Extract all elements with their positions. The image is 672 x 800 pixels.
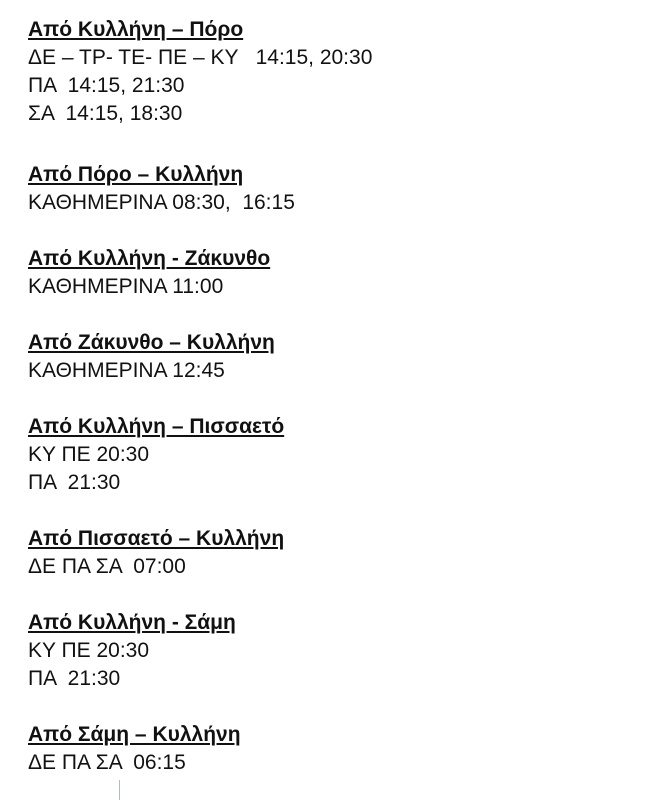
route-title: Από Κυλλήνη – Πόρο [28,18,244,41]
schedule-line: ΣΑ 14:15, 18:30 [28,102,183,125]
schedule-line: ΚΑΘΗΜΕΡΙΝΑ 12:45 [28,359,225,382]
schedule-line: ΠΑ 21:30 [28,667,121,690]
route-section-pissaeto-kyllini [28,525,284,581]
schedule-line: ΚΑΘΗΜΕΡΙΝΑ 08:30, 16:15 [28,191,295,214]
route-section-poros-kyllini [28,161,295,217]
schedule-line: ΔΕ – ΤΡ- ΤΕ- ΠΕ – ΚΥ 14:15, 20:30 [28,46,373,69]
schedule-line: ΔΕ ΠΑ ΣΑ 06:15 [28,751,186,774]
route-title: Από Κυλλήνη - Ζάκυνθο [28,247,271,270]
schedule-line: ΚΑΘΗΜΕΡΙΝΑ 11:00 [28,275,224,298]
route-section-kyllini-sami [28,609,236,693]
schedule-line: ΠΑ 14:15, 21:30 [28,74,185,97]
route-section-kyllini-poros [28,16,372,128]
route-title: Από Πισσαετό – Κυλλήνη [28,527,285,550]
route-title: Από Πόρο – Κυλλήνη [28,163,244,186]
route-title: Από Κυλλήνη - Σάμη [28,611,236,634]
schedule-line: ΚΥ ΠΕ 20:30 [28,639,150,662]
route-section-zakynthos-kyllini [28,329,275,385]
route-title: Από Σάμη – Κυλλήνη [28,723,241,746]
route-section-kyllini-pissaeto [28,413,284,497]
route-section-sami-kyllini [28,721,241,777]
route-title: Από Κυλλήνη – Πισσαετό [28,415,285,438]
route-title: Από Ζάκυνθο – Κυλλήνη [28,331,275,354]
schedule-line: ΠΑ 21:30 [28,471,121,494]
schedule-line: ΚΥ ΠΕ 20:30 [28,443,150,466]
route-section-kyllini-zakynthos [28,245,270,301]
schedule-line: ΔΕ ΠΑ ΣΑ 07:00 [28,555,186,578]
scan-artifact-line [119,780,120,800]
